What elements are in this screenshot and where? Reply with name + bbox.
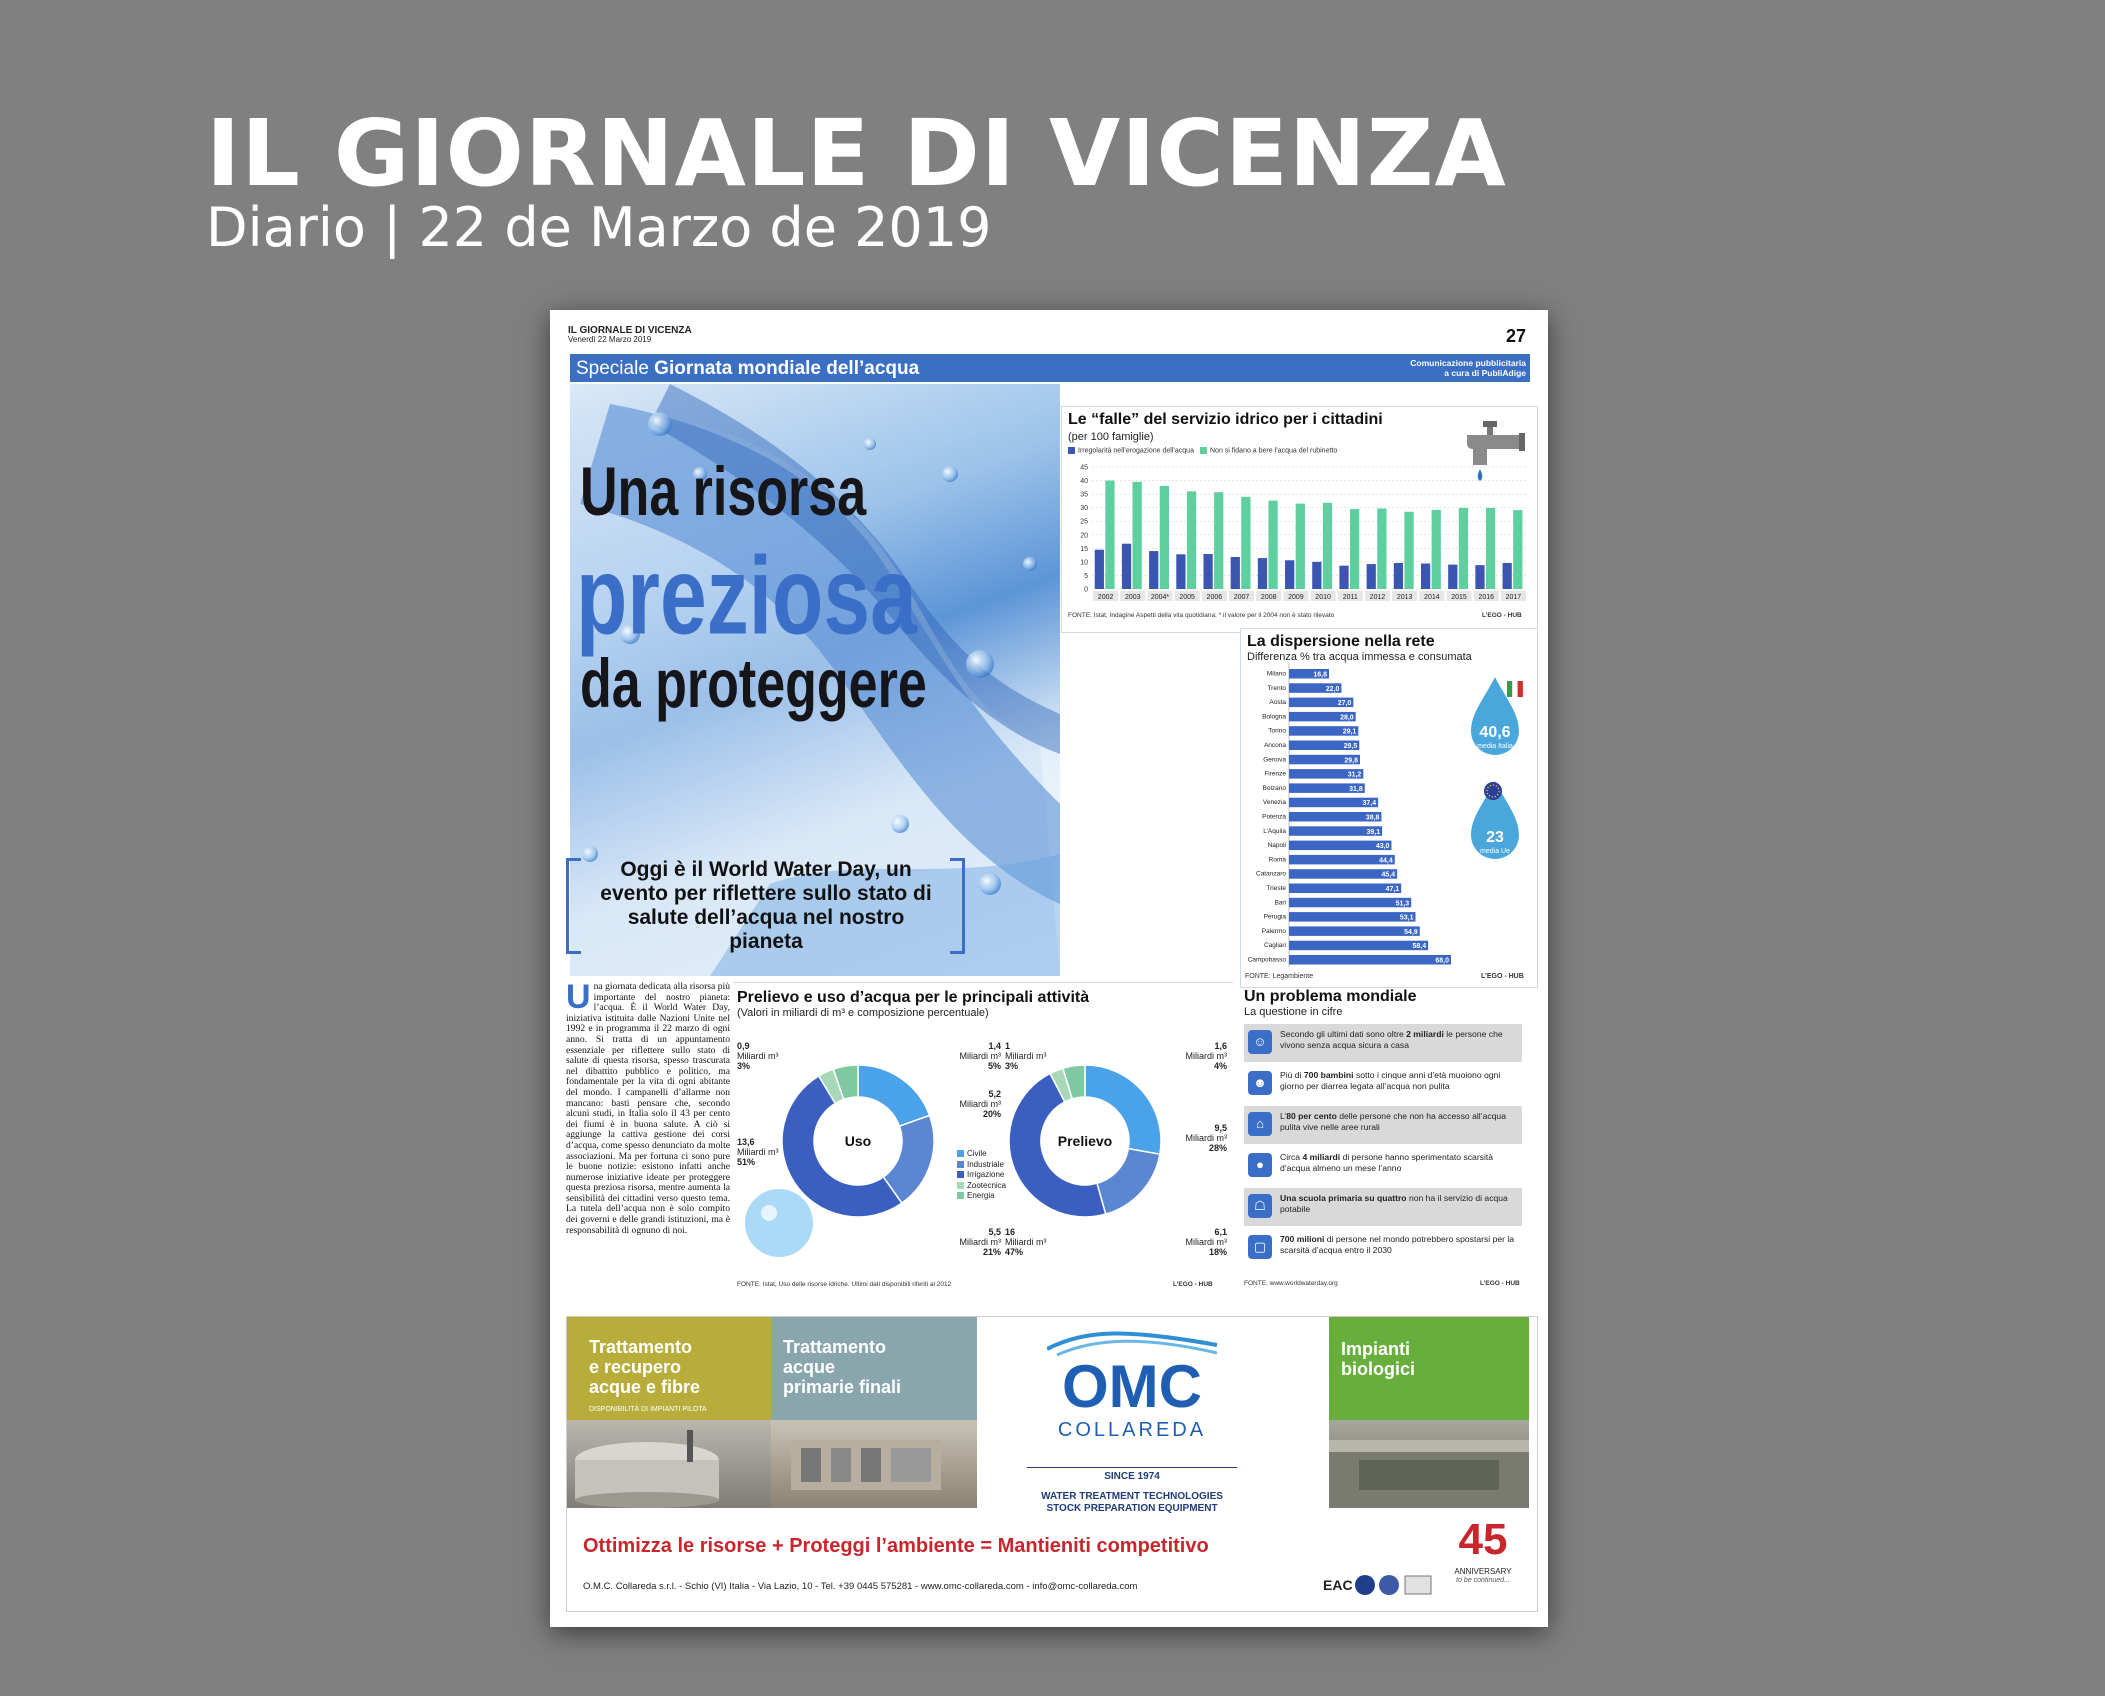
uso-civile-unit: Miliardi m³	[959, 1099, 1001, 1109]
falle-bar-irregolarita	[1448, 565, 1457, 589]
legend-civile	[957, 1149, 1019, 1160]
prelievo-uso-panel	[733, 982, 1233, 1295]
uso-civile-value: 5,2	[988, 1089, 1001, 1099]
falle-bar-irregolarita	[1149, 551, 1158, 589]
article-body	[566, 978, 730, 1302]
prelievo-zootecnica-value: 1,6	[1214, 1041, 1227, 1051]
falle-y-tick: 45	[1080, 464, 1088, 472]
page-date: Venerdì 22 Marzo 2019	[568, 335, 652, 344]
uso-zootecnica-unit: Miliardi m³	[959, 1051, 1001, 1061]
falle-y-tick: 20	[1080, 532, 1088, 540]
newspaper-page	[550, 310, 1548, 1627]
fact-text-pre: Secondo gli ultimi dati sono oltre	[1280, 1029, 1407, 1039]
fact-item	[1244, 1229, 1522, 1267]
problema-mondiale-box	[1242, 982, 1536, 1294]
legend-label-industriale: Industriale	[967, 1159, 1004, 1169]
legend-label-energia: Energia	[967, 1191, 995, 1200]
dispersione-city-label: Palermo	[1261, 927, 1286, 935]
uso-energia-pct: 3%	[737, 1061, 751, 1071]
fact-text-post: di persone hanno sperimentato scarsità d’acqua almeno un mese l’anno	[1280, 1152, 1494, 1173]
drop-icon: ●	[1248, 1153, 1272, 1177]
advert-note	[1386, 358, 1526, 378]
dispersione-value-label: 68,0	[1435, 957, 1449, 965]
dispersione-value-label: 28,0	[1340, 714, 1354, 722]
dispersione-value-label: 29,8	[1344, 757, 1358, 765]
uso-irrigazione-value: 13,6	[737, 1137, 755, 1147]
falle-x-tick: 2012	[1369, 594, 1386, 601]
legend-swatch-civile	[957, 1150, 964, 1157]
falle-y-tick: 10	[1080, 559, 1088, 567]
legend-swatch-zootecnica	[957, 1182, 964, 1189]
uso-label-zootecnica	[951, 1041, 1001, 1071]
deck-bracket-left	[566, 858, 581, 954]
fact-item	[1244, 1024, 1522, 1062]
dispersione-bar	[1289, 955, 1451, 965]
omc-logo-text: OMC	[1062, 1353, 1202, 1420]
advert-panel-impianti-biologici	[1329, 1317, 1529, 1420]
dispersione-city-label: Milano	[1266, 670, 1286, 678]
eu-average-label: media Ue	[1480, 848, 1510, 855]
dispersione-value-label: 38,8	[1365, 814, 1380, 822]
fact-item	[1244, 1065, 1522, 1103]
anniversary-number: 45	[1458, 1515, 1508, 1564]
prelievo-label-irrigazione	[1005, 1227, 1047, 1257]
fact-text-post: delle persone che non ha accesso all’acqua pulita vive nelle aree rurali	[1280, 1111, 1506, 1132]
section-title-bold: Giornata mondiale dell’acqua	[654, 358, 920, 379]
donut-center-label: Prelievo	[1057, 1133, 1113, 1149]
prelievo-civile-value: 9,5	[1214, 1123, 1227, 1133]
dispersione-city-label: Trento	[1267, 684, 1286, 692]
uso-zootecnica-value: 1,4	[988, 1041, 1001, 1051]
falle-x-tick: 2008	[1260, 594, 1277, 601]
problema-source: FONTE: www.worldwaterday.org	[1244, 1280, 1338, 1287]
legend-swatch-energia	[957, 1192, 964, 1199]
falle-x-tick: 2011	[1342, 594, 1358, 601]
primarie-plant-photo	[771, 1420, 977, 1508]
tagline-1: WATER TREATMENT TECHNOLOGIES	[1041, 1491, 1223, 1502]
dispersione-value-label: 39,1	[1366, 828, 1381, 836]
dispersione-value-label: 27,0	[1337, 700, 1352, 708]
eu-average-value: 23	[1486, 829, 1504, 846]
fact-text-post: le persone che vivono senza acqua sicura a casa	[1280, 1029, 1503, 1050]
prelievo-label-zootecnica	[1177, 1041, 1227, 1071]
fact-text-post: non ha il servizio di acqua potabile	[1280, 1193, 1508, 1214]
uso-civile-pct: 20%	[982, 1109, 1001, 1119]
advert-panel-trattamento-primarie	[771, 1317, 977, 1420]
falle-bar-chart	[1062, 459, 1537, 609]
falle-chart-title: Le “falle” del servizio idrico per i cittadini	[1068, 411, 1383, 428]
falle-legend-1	[1068, 447, 1194, 454]
falle-bar-irregolarita	[1394, 563, 1403, 589]
collareda-logo-text: COLLAREDA	[1057, 1419, 1207, 1441]
headline-line-1: Una risorsa	[580, 454, 867, 531]
dispersione-city-label: Venezia	[1262, 799, 1286, 807]
tagline-2: STOCK PREPARATION EQUIPMENT	[1046, 1503, 1218, 1514]
falle-bar-non-si-fidano	[1241, 497, 1250, 589]
falle-bar-non-si-fidano	[1214, 492, 1223, 589]
fact-text-post: di persone nel mondo potrebbero spostarsi per la scarsità d’acqua entro il 2030	[1280, 1234, 1515, 1255]
dispersione-city-label: Firenze	[1264, 770, 1286, 778]
prelievo-uso-title: Prelievo e uso d’acqua per le principali attività	[737, 989, 1090, 1006]
legend-zootecnica	[957, 1181, 1019, 1192]
uso-label-industriale	[951, 1227, 1001, 1257]
uso-label-irrigazione	[737, 1137, 779, 1167]
dispersione-city-label: Perugia	[1263, 913, 1286, 921]
dispersione-city-label: Ancona	[1263, 742, 1286, 749]
panel2-text	[783, 1337, 901, 1397]
donut-legend	[957, 1149, 1019, 1202]
falle-bar-non-si-fidano	[1350, 509, 1359, 589]
fact-text-bold: 80 per cento	[1286, 1111, 1337, 1121]
uso-industriale-value: 5,5	[988, 1227, 1001, 1237]
prelievo-label-energia	[1005, 1041, 1047, 1071]
falle-x-tick: 2006	[1206, 594, 1223, 601]
anniversary-label: ANNIVERSARY	[1454, 1567, 1512, 1576]
dispersione-value-label: 54,9	[1404, 928, 1418, 936]
uso-industriale-unit: Miliardi m³	[959, 1237, 1001, 1247]
dispersione-city-label: Aosta	[1269, 699, 1286, 707]
donut-center-label: Uso	[844, 1133, 872, 1149]
fact-item	[1244, 1188, 1522, 1226]
falle-x-tick: 2005	[1179, 594, 1195, 601]
falle-bar-non-si-fidano	[1459, 508, 1468, 589]
falle-bar-irregolarita	[1203, 554, 1212, 589]
falle-bar-irregolarita	[1339, 566, 1348, 589]
falle-bar-non-si-fidano	[1268, 501, 1277, 589]
legend-label-zootecnica: Zootecnica	[967, 1180, 1007, 1190]
dispersione-city-label: Catanzaro	[1256, 870, 1286, 878]
fact-text-bold: 700 bambini	[1303, 1070, 1354, 1080]
fact-text-bold: Una scuola primaria su quattro	[1280, 1193, 1407, 1203]
falle-bar-non-si-fidano	[1377, 508, 1386, 589]
prelievo-energia-pct: 3%	[1005, 1061, 1019, 1071]
falle-bar-irregolarita	[1475, 565, 1484, 589]
dispersione-value-label: 37,4	[1362, 800, 1377, 808]
falle-y-tick: 40	[1080, 478, 1088, 486]
falle-y-tick: 30	[1080, 505, 1088, 513]
dispersione-bar	[1289, 884, 1401, 894]
legend-industriale	[957, 1160, 1019, 1171]
deck-text: Oggi è il World Water Day, un evento per riflettere sullo stato di salute dell’acqua nel nostro pianeta	[600, 858, 932, 953]
panel1-line-3: acque e fibre	[589, 1377, 701, 1397]
dispersione-credit: L’EGO - HUB	[1481, 973, 1524, 980]
fact-text-bold: 4 miliardi	[1302, 1152, 1341, 1162]
legend-swatch-irrigazione	[957, 1171, 964, 1178]
fact-text	[1280, 1070, 1518, 1091]
falle-bar-non-si-fidano	[1296, 504, 1305, 589]
dispersione-value-label: 31,2	[1347, 771, 1362, 779]
prelievo-zootecnica-pct: 4%	[1213, 1061, 1227, 1071]
falle-bar-irregolarita	[1258, 558, 1267, 589]
falle-chart-subtitle: (per 100 famiglie)	[1068, 431, 1154, 443]
panel1-text	[589, 1337, 700, 1397]
dispersione-city-label: Potenza	[1262, 813, 1286, 821]
dispersione-value-label: 29,1	[1342, 728, 1357, 736]
fact-item	[1244, 1106, 1522, 1144]
falle-bar-irregolarita	[1231, 557, 1240, 589]
donut-source: FONTE: Istat, Uso delle risorse idriche. Ultimi dati disponibili riferiti al 2012	[737, 1281, 952, 1288]
dispersione-city-label: Napoli	[1267, 842, 1286, 850]
dispersione-value-label: 16,8	[1313, 671, 1328, 679]
falle-y-tick: 35	[1080, 491, 1088, 499]
uso-zootecnica-pct: 5%	[987, 1061, 1001, 1071]
dispersione-bar	[1289, 898, 1411, 908]
falle-bar-irregolarita	[1122, 544, 1131, 589]
fact-item	[1244, 1147, 1522, 1185]
dispersione-value-label: 29,5	[1343, 743, 1358, 750]
falle-y-tick: 25	[1080, 518, 1088, 526]
falle-y-tick: 5	[1084, 572, 1088, 580]
prelievo-industriale-unit: Miliardi m³	[1185, 1237, 1227, 1247]
italy-average-label: media Italia	[1477, 743, 1513, 750]
dispersione-value-label: 31,8	[1349, 785, 1363, 793]
falle-bar-irregolarita	[1312, 562, 1321, 589]
publication-title: IL GIORNALE DI VICENZA	[206, 100, 1507, 207]
fact-text-pre: Più di	[1280, 1070, 1304, 1080]
since-text: SINCE 1974	[1027, 1467, 1237, 1482]
rural-icon: ⌂	[1248, 1112, 1272, 1136]
uso-label-energia	[737, 1041, 779, 1071]
dispersione-bar	[1289, 941, 1428, 951]
falle-x-tick: 2002	[1097, 594, 1114, 601]
section-title	[576, 358, 919, 380]
fact-text	[1280, 1152, 1518, 1173]
masthead: IL GIORNALE DI VICENZA	[568, 325, 692, 336]
prelievo-industriale-pct: 18%	[1208, 1247, 1227, 1257]
dispersione-city-label: Campobasso	[1247, 956, 1286, 964]
fact-text	[1280, 1193, 1518, 1214]
falle-bar-irregolarita	[1503, 563, 1512, 589]
falle-bar-non-si-fidano	[1432, 510, 1441, 589]
headline-line-3: da proteggere	[580, 646, 927, 723]
fact-text-pre: Circa	[1280, 1152, 1303, 1162]
falle-x-tick: 2015	[1451, 594, 1467, 601]
legend-swatch-non-si-fidano	[1200, 447, 1207, 454]
panel3-text	[1341, 1339, 1415, 1379]
legend-swatch-industriale	[957, 1161, 964, 1168]
uso-irrigazione-unit: Miliardi m³	[737, 1147, 779, 1157]
falle-bar-non-si-fidano	[1404, 512, 1413, 589]
problema-subtitle: La questione in cifre	[1244, 1006, 1343, 1018]
falle-bar-non-si-fidano	[1160, 486, 1169, 589]
prelievo-irrigazione-pct: 47%	[1005, 1247, 1024, 1257]
anniversary-sub: to be continued...	[1456, 1577, 1510, 1584]
uso-energia-value: 0,9	[737, 1041, 750, 1051]
dispersione-title: La dispersione nella rete	[1247, 633, 1435, 650]
dispersione-value-label: 22,0	[1325, 685, 1340, 693]
falle-x-tick: 2017	[1505, 594, 1522, 601]
dispersione-city-label: Trieste	[1266, 885, 1286, 892]
dispersione-value-label: 51,3	[1395, 900, 1410, 908]
dispersione-value-label: 44,4	[1379, 857, 1393, 865]
panel2-line-3: primarie finali	[783, 1377, 902, 1397]
advert-note-line-1: Comunicazione pubblicitaria	[1410, 358, 1526, 368]
people-icon: ☺	[1248, 1030, 1272, 1054]
panel1-note: DISPONIBILITÀ DI IMPIANTI PILOTA	[589, 1406, 707, 1413]
panel1-line-1: Trattamento	[589, 1337, 693, 1357]
certification-badges-icon	[1353, 1573, 1443, 1597]
falle-bar-non-si-fidano	[1133, 482, 1142, 589]
advert-address: O.M.C. Collareda s.r.l. - Schio (VI) Italia - Via Lazio, 10 - Tel. +39 0445 575281 - www.omc-collareda.com - info@omc-collareda.com	[583, 1581, 1138, 1592]
panel1-line-2: e recupero	[589, 1357, 682, 1377]
prelievo-irrigazione-value: 16	[1005, 1227, 1016, 1237]
fact-text-bold: 2 miliardi	[1406, 1029, 1444, 1039]
prelievo-energia-unit: Miliardi m³	[1005, 1051, 1047, 1061]
facts-list	[1244, 1024, 1534, 1274]
falle-y-tick: 0	[1084, 586, 1088, 594]
basin-illustration	[1329, 1420, 1529, 1508]
prelievo-civile-unit: Miliardi m³	[1185, 1133, 1227, 1143]
falle-x-tick: 2007	[1233, 594, 1250, 601]
dispersione-source: FONTE: Legambiente	[1245, 973, 1314, 980]
dispersione-value-label: 58,4	[1412, 943, 1427, 951]
falle-bar-non-si-fidano	[1187, 491, 1196, 589]
falle-bar-irregolarita	[1285, 560, 1294, 589]
dispersione-city-label: L’Aquila	[1263, 827, 1286, 835]
problema-title: Un problema mondiale	[1244, 988, 1417, 1005]
prelievo-civile-pct: 28%	[1208, 1143, 1227, 1153]
publication-subtitle: Diario | 22 de Marzo de 2019	[206, 196, 992, 259]
problema-credit: L’EGO - HUB	[1480, 1280, 1520, 1287]
dispersione-value-label: 53,1	[1399, 914, 1414, 922]
school-icon: ☖	[1248, 1194, 1272, 1218]
page-number: 27	[1506, 326, 1527, 346]
dispersione-chart-panel	[1240, 628, 1538, 988]
falle-bar-irregolarita	[1176, 554, 1185, 589]
legend-label-irregolarita: Irregolarità nell’erogazione dell’acqua	[1078, 447, 1194, 455]
omc-advert	[566, 1316, 1538, 1612]
fact-text-bold: 700 milioni	[1280, 1234, 1325, 1244]
legend-irrigazione	[957, 1170, 1019, 1181]
falle-bar-irregolarita	[1421, 564, 1430, 589]
uso-industriale-pct: 21%	[982, 1247, 1001, 1257]
fact-text	[1280, 1111, 1518, 1132]
prelievo-uso-subtitle: (Valori in miliardi di m³ e composizione percentuale)	[737, 1007, 989, 1019]
falle-x-tick: 2014	[1424, 594, 1440, 601]
panel2-line-2: acque	[783, 1357, 836, 1377]
advert-slogan: Ottimizza le risorse + Proteggi l’ambiente = Mantieniti competitivo	[583, 1535, 1209, 1557]
fact-text	[1280, 1029, 1518, 1050]
falle-bar-non-si-fidano	[1323, 503, 1332, 589]
dispersione-value-label: 43,0	[1375, 843, 1390, 851]
dispersione-subtitle: Differenza % tra acqua immessa e consumata	[1247, 651, 1472, 663]
dispersione-city-label: Cagliari	[1263, 942, 1286, 950]
panel3-line-1: Impianti	[1341, 1339, 1411, 1359]
falle-legend-2	[1200, 447, 1337, 454]
eac-cert-mark: EAC	[1323, 1577, 1353, 1593]
water-globe-highlight	[761, 1205, 777, 1221]
prelievo-label-civile	[1177, 1123, 1227, 1153]
uso-label-civile	[951, 1089, 1001, 1119]
recupero-plant-photo	[567, 1420, 771, 1508]
dispersione-city-label: Bari	[1274, 899, 1286, 907]
falle-bar-irregolarita	[1095, 550, 1104, 589]
article-dropcap: U	[566, 978, 591, 1016]
falle-x-tick: 2004*	[1150, 594, 1170, 601]
falle-x-tick: 2010	[1315, 594, 1331, 601]
falle-x-tick: 2016	[1478, 594, 1495, 601]
falle-x-tick: 2009	[1288, 594, 1304, 601]
italy-average-value: 40,6	[1479, 724, 1511, 741]
water-globe-icon	[745, 1189, 813, 1257]
falle-credit: L’EGO - HUB	[1482, 612, 1522, 619]
section-title-light: Speciale	[576, 358, 655, 379]
dispersione-value-label: 45,4	[1381, 871, 1396, 879]
fact-text	[1280, 1234, 1518, 1255]
prelievo-zootecnica-unit: Miliardi m³	[1185, 1051, 1227, 1061]
uso-energia-unit: Miliardi m³	[737, 1051, 779, 1061]
dispersione-value-label: 47,1	[1385, 886, 1400, 893]
panel3-line-2: biologici	[1341, 1359, 1415, 1379]
legend-swatch-irregolarita	[1068, 447, 1075, 454]
fact-text-pre: L’	[1280, 1111, 1287, 1121]
biologici-plant-photo	[1329, 1420, 1529, 1508]
tank-illustration	[567, 1420, 771, 1508]
prelievo-irrigazione-unit: Miliardi m³	[1005, 1237, 1047, 1247]
deck-bracket-right	[950, 858, 965, 954]
advert-note-line-2: a cura di PubliAdige	[1444, 368, 1526, 378]
legend-label-civile: Civile	[967, 1149, 987, 1158]
legend-energia	[957, 1191, 1019, 1202]
legend-label-irrigazione: Irrigazione	[967, 1170, 1005, 1179]
legend-label-non-si-fidano: Non si fidano a bere l’acqua del rubinetto	[1210, 447, 1338, 455]
dispersione-bar	[1289, 926, 1420, 936]
falle-x-tick: 2003	[1124, 594, 1141, 601]
dispersione-city-label: Bolzano	[1262, 784, 1286, 792]
glass-icon: ▢	[1248, 1235, 1272, 1259]
dispersione-city-label: Bologna	[1262, 713, 1286, 721]
advert-panel-trattamento-recupero	[567, 1317, 771, 1420]
falle-bar-irregolarita	[1367, 564, 1376, 589]
prelievo-label-industriale	[1177, 1227, 1227, 1257]
dispersione-city-label: Roma	[1268, 856, 1286, 864]
falle-x-tick: 2013	[1396, 594, 1413, 601]
falle-bar-non-si-fidano	[1486, 508, 1495, 589]
falle-chart-panel	[1061, 406, 1538, 633]
prelievo-energia-value: 1	[1005, 1041, 1011, 1051]
panel2-line-1: Trattamento	[783, 1337, 887, 1357]
falle-bar-non-si-fidano	[1105, 481, 1114, 589]
prelievo-industriale-value: 6,1	[1214, 1227, 1227, 1237]
donut-credit: L’EGO - HUB	[1173, 1281, 1213, 1288]
dispersione-city-label: Torino	[1268, 727, 1286, 735]
falle-bar-non-si-fidano	[1513, 510, 1522, 589]
headline-line-2: preziosa	[576, 533, 917, 658]
dispersione-bar	[1289, 912, 1416, 922]
dispersione-city-label: Genova	[1263, 756, 1286, 764]
falle-source: FONTE: Istat, Indagine Aspetti della vita quotidiana; * il valore per il 2004 non è stato rilevato	[1068, 612, 1335, 619]
machinery-illustration	[771, 1420, 977, 1508]
child-icon: ☻	[1248, 1071, 1272, 1095]
uso-irrigazione-pct: 51%	[737, 1157, 756, 1167]
fact-text-post: sotto i cinque anni d’età muoiono ogni giorno per diarrea legata all’acqua non pulita	[1280, 1070, 1501, 1091]
article-text: na giornata dedicata alla risorsa più importante del nostro pianeta: l’acqua. È il World Water Day, iniziativa istituita dalle Nazioni Unite nel 1992 e in programma il 22 marzo di ogni anno. Si tratta di un appuntamento essenziale per riflettere sullo stato di salute di questa risorsa, spesso trascurata nel dibattito pubblico e politico, ma fondamentale per la vita di ogni abitante del mondo. I campanelli d’allarme non mancano: basti pensare che, secondo alcuni studi, in Italia solo il 43 per cento dei fiumi è in buona salute. A ciò si aggiunge la cattiva gestione dei corsi d’acqua, come spesso denunciato da molte associazioni. Ma per fortuna ci sono pure le buone notizie: esistono infatti anche numerose iniziative ideate per proteggere questa preziosa risorsa, mentre aumenta la sensibilità dei cittadini verso questo tema. La tutela dell’acqua non è solo compito dei governi e delle grandi istituzioni, ma è responsabilità di ognuno di noi.	[566, 981, 730, 1236]
falle-y-tick: 15	[1080, 545, 1088, 553]
